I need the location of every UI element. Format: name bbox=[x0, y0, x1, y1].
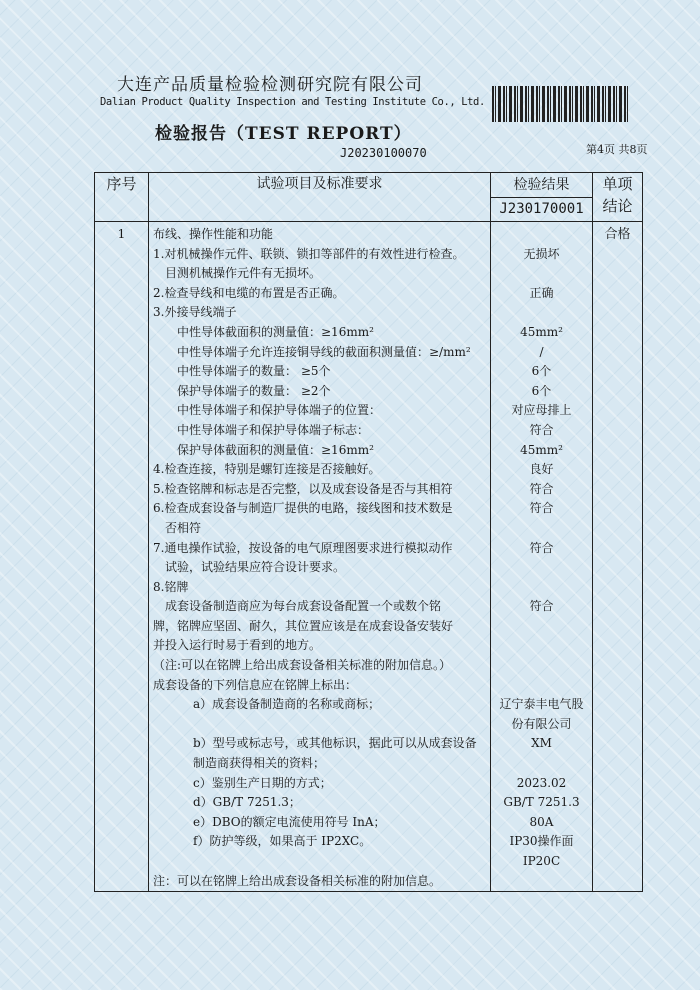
page-number: 第4页 共8页 bbox=[586, 143, 648, 156]
result-line bbox=[491, 264, 592, 284]
item-line: f）防护等级，如果高于 IP2XC。 bbox=[193, 834, 372, 849]
result-line: 对应母排上 bbox=[511, 403, 572, 418]
header-item: 试验项目及标准要求 bbox=[149, 173, 491, 222]
item-cell bbox=[149, 222, 491, 892]
header-result: 检验结果 J230170001 bbox=[491, 173, 593, 222]
result-line: 符合 bbox=[529, 599, 554, 614]
result-line bbox=[491, 754, 592, 774]
item-line: 中性导体截面积的测量值：≥16mm² bbox=[177, 324, 374, 339]
result-line: 符合 bbox=[529, 422, 554, 437]
item-line: 并投入运行时易于看到的地方。 bbox=[153, 638, 322, 653]
item-line: 布线、操作性能和功能 bbox=[153, 227, 274, 241]
result-line bbox=[491, 225, 592, 245]
item-line: 3.外接导线端子 bbox=[153, 305, 237, 320]
item-line: b）型号或标志号，或其他标识，据此可以从成套设备 bbox=[193, 736, 477, 751]
result-line: 45mm² bbox=[520, 442, 563, 457]
result-line: 符合 bbox=[529, 540, 554, 555]
result-line: 符合 bbox=[529, 501, 554, 516]
conclusion-value: 合格 bbox=[604, 227, 631, 242]
item-line: 6.检查成套设备与制造厂提供的电路，接线图和技术数是 bbox=[153, 501, 453, 516]
item-line: 保护导体截面积的测量值：≥16mm² bbox=[177, 442, 374, 457]
result-line bbox=[491, 636, 592, 656]
result-line bbox=[491, 872, 592, 892]
item-line: 制造商获得相关的资料； bbox=[193, 756, 326, 771]
report-table bbox=[94, 172, 643, 892]
seq-cell bbox=[95, 222, 149, 892]
result-line: IP30操作面 bbox=[509, 834, 574, 849]
result-line: 80A bbox=[529, 814, 554, 829]
item-line: 中性导体端子和保护导体端子标志： bbox=[177, 422, 370, 437]
item-line: 牌，铭牌应坚固、耐久，其位置应该是在成套设备安装好 bbox=[153, 618, 454, 633]
barcode-image bbox=[492, 86, 630, 122]
company-name-en: Dalian Product Quality Inspection and Testing Institute Co., Ltd. bbox=[100, 96, 485, 108]
sample-number: J230170001 bbox=[491, 197, 592, 221]
item-line bbox=[149, 852, 490, 872]
item-line: 2.检查导线和电缆的布置是否正确。 bbox=[153, 285, 345, 300]
result-line: 45mm² bbox=[520, 324, 563, 339]
seq-value: 1 bbox=[117, 227, 126, 241]
result-line: / bbox=[539, 344, 544, 359]
result-line bbox=[491, 617, 592, 637]
item-line: c）鉴别生产日期的方式； bbox=[193, 775, 332, 790]
header-seq: 序号 bbox=[95, 173, 149, 222]
item-line: 中性导体端子的数量： ≥5个 bbox=[177, 364, 331, 379]
header-conclusion: 单项结论 bbox=[593, 173, 643, 222]
item-line: 否相符 bbox=[165, 520, 202, 535]
result-line: 正确 bbox=[529, 285, 554, 300]
result-line: 无损坏 bbox=[523, 246, 560, 261]
item-line bbox=[149, 715, 490, 735]
item-line: 8.铭牌 bbox=[153, 579, 189, 594]
item-line: 保护导体端子的数量： ≥2个 bbox=[177, 383, 331, 398]
conclusion-cell bbox=[593, 222, 643, 892]
result-line: 良好 bbox=[529, 462, 554, 477]
result-line: 份有限公司 bbox=[511, 716, 572, 731]
report-number: J20230100070 bbox=[340, 146, 427, 160]
result-cell bbox=[491, 222, 593, 892]
result-line bbox=[491, 676, 592, 696]
result-line: GB/T 7251.3 bbox=[503, 795, 580, 810]
item-line: 1.对机械操作元件、联锁、锁扣等部件的有效性进行检查。 bbox=[153, 246, 465, 261]
item-line: 7.通电操作试验，按设备的电气原理图要求进行模拟动作 bbox=[153, 540, 453, 555]
result-line bbox=[491, 558, 592, 578]
result-line: 符合 bbox=[529, 481, 554, 496]
result-line: 6个 bbox=[531, 364, 552, 379]
result-line: 辽宁泰丰电气股 bbox=[499, 697, 584, 712]
item-line: 中性导体端子允许连接铜导线的截面积测量值：≥/mm² bbox=[177, 344, 471, 359]
item-line: 中性导体端子和保护导体端子的位置： bbox=[177, 403, 382, 418]
result-line: 6个 bbox=[531, 383, 552, 398]
item-line: a）成套设备制造商的名称或商标； bbox=[193, 697, 381, 712]
result-line: 2023.02 bbox=[516, 775, 567, 790]
report-title: 检验报告（TEST REPORT） bbox=[155, 124, 412, 144]
company-name-cn: 大连产品质量检验检测研究院有限公司 bbox=[117, 75, 423, 95]
item-line: 目测机械操作元件有无损坏。 bbox=[165, 266, 322, 281]
item-line: （注:可以在铭牌上给出成套设备相关标准的附加信息。） bbox=[153, 658, 452, 673]
result-line bbox=[491, 578, 592, 598]
item-line: e）DBO的额定电流使用符号 InA； bbox=[193, 814, 386, 829]
item-line: 注：可以在铭牌上给出成套设备相关标准的附加信息。 bbox=[153, 873, 442, 888]
result-line bbox=[491, 303, 592, 323]
item-line: 试验，试验结果应符合设计要求。 bbox=[165, 560, 346, 575]
result-line: IP20C bbox=[522, 854, 561, 868]
item-line: 成套设备的下列信息应在铭牌上标出： bbox=[153, 677, 358, 692]
result-line bbox=[491, 519, 592, 539]
result-line bbox=[491, 656, 592, 676]
item-line: d）GB/T 7251.3； bbox=[193, 795, 301, 810]
item-line: 5.检查铭牌和标志是否完整，以及成套设备是否与其相符 bbox=[153, 481, 453, 496]
item-line: 4.检查连接，特别是螺钉连接是否接触好。 bbox=[153, 462, 381, 477]
result-line: XM bbox=[531, 736, 552, 751]
item-line: 成套设备制造商应为每台成套设备配置一个或数个铭 bbox=[165, 599, 442, 614]
